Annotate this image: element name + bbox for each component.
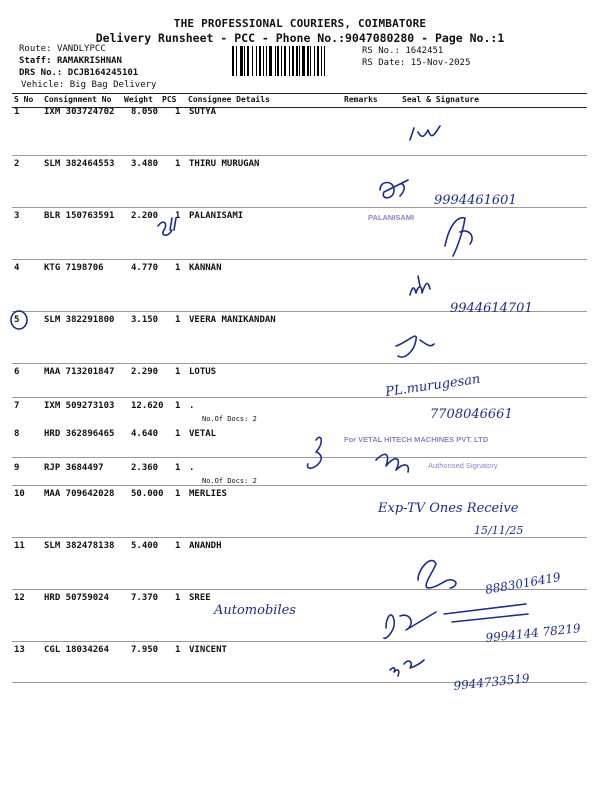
hw-phone-row13: 9944733519 (452, 671, 531, 693)
row-cons: MAA 713201847 (44, 367, 115, 377)
row-cons: SLM 382464553 (44, 159, 115, 169)
page-subtitle: Delivery Runsheet - PCC - Phone No.:9047080280 - Page No.:1 (95, 31, 505, 45)
col-sno: S No (14, 95, 34, 104)
rs-date-label: RS Date: (362, 58, 406, 68)
row-cons: SLM 382478138 (44, 541, 115, 551)
signature-row9 (376, 454, 408, 472)
row-name: LOTUS (189, 367, 217, 377)
row-name: . (189, 463, 195, 473)
hw-note-row12: Automobiles (214, 603, 296, 618)
col-pcs: PCS (162, 95, 177, 104)
vehicle-value: Big Bag Delivery (69, 80, 157, 90)
signature-row2 (380, 180, 408, 198)
stamp-row3: PALANISAMI (368, 213, 415, 222)
hw-phone-row7: 7708046661 (430, 407, 513, 422)
page-title: THE PROFESSIONAL COURIERS, COIMBATORE (173, 17, 427, 30)
row-cons: HRD 362896465 (44, 429, 115, 439)
row-sno: 7 (14, 401, 20, 411)
row-name: THIRU MURUGAN (189, 159, 260, 169)
row-weight: 2.360 (131, 463, 159, 473)
row-cons: IXM 509273103 (44, 401, 115, 411)
signature-row12 (384, 612, 436, 638)
row-weight: 50.000 (131, 489, 164, 499)
col-weight: Weight (124, 95, 153, 104)
col-seal: Seal & Signature (402, 95, 480, 104)
row-cons: SLM 382291800 (44, 315, 115, 325)
row-pcs: 1 (175, 263, 181, 273)
row-sno: 10 (14, 489, 25, 499)
row-sno: 11 (14, 541, 25, 551)
row-weight: 2.200 (131, 211, 159, 221)
drs-label: DRS No.: (19, 68, 63, 78)
row-name: . (189, 401, 195, 411)
row-name: VETAL (189, 429, 217, 439)
route-value: VANDLYPCC (56, 44, 106, 54)
row-pcs: 1 (175, 429, 181, 439)
hw-text-row10: Exp-TV Ones Receive (378, 501, 519, 516)
row-weight: 3.150 (131, 315, 159, 325)
strike-row12 (444, 604, 528, 622)
vehicle-label: Vehicle: (21, 80, 65, 90)
hw-phone-row2: 9994461601 (434, 193, 517, 208)
stamp-company-row8: For VETAL HITECH MACHINES PVT. LTD (344, 435, 489, 444)
signature-row11 (418, 561, 456, 588)
row-name: KANNAN (189, 263, 222, 273)
signature-row8 (307, 437, 321, 468)
hw-phone-row12: 9994144 78219 (484, 621, 582, 645)
row-pcs: 1 (175, 315, 181, 325)
row-cons: KTG 7198706 (44, 263, 104, 273)
col-consignee: Consignee Details (188, 95, 270, 104)
row-weight: 5.400 (131, 541, 159, 551)
row-sno: 5 (14, 315, 20, 325)
row-weight: 7.370 (131, 593, 159, 603)
row-name: PALANISAMI (189, 211, 244, 221)
rs-no-value: 1642451 (405, 46, 444, 56)
row-cons: MAA 709642028 (44, 489, 115, 499)
row-weight: 8.050 (131, 107, 159, 117)
row-pcs: 1 (175, 645, 181, 655)
row-sno: 13 (14, 645, 25, 655)
signature-row4 (410, 276, 430, 295)
row-docs: No.Of Docs: 2 (202, 415, 257, 423)
row-name: VEERA MANIKANDAN (189, 315, 276, 325)
signature-row1 (410, 126, 440, 140)
route-label: Route: (19, 44, 52, 54)
rs-date-value: 15-Nov-2025 (410, 58, 471, 68)
staff-value: RAMAKRISHNAN (56, 56, 122, 66)
row-weight: 4.770 (131, 263, 159, 273)
row-pcs: 1 (175, 593, 181, 603)
row-sno: 4 (14, 263, 20, 273)
row-sno: 9 (14, 463, 20, 473)
rs-no-label: RS No.: (362, 46, 400, 56)
hw-name-row6: PL.murugesan (384, 371, 482, 400)
row-name: MERLIES (189, 489, 227, 499)
row-cons: HRD 50759024 (44, 593, 110, 603)
row-pcs: 1 (175, 489, 181, 499)
hw-date-row10: 15/11/25 (474, 524, 524, 537)
row-pcs: 1 (175, 159, 181, 169)
signature-row13 (390, 660, 424, 676)
row-pcs: 1 (175, 463, 181, 473)
row-pcs: 1 (175, 541, 181, 551)
row-pcs: 1 (175, 367, 181, 377)
row-name: ANANDH (189, 541, 222, 551)
signature-row3 (445, 218, 472, 256)
row-cons: CGL 18034264 (44, 645, 110, 655)
stamp-auth-row8: Authorised Signatory (428, 461, 498, 470)
hw-phone-row4: 9944614701 (450, 301, 533, 316)
row-cons: RJP 3684497 (44, 463, 104, 473)
row-cons: IXM 303724702 (44, 107, 115, 117)
row-pcs: 1 (175, 211, 181, 221)
row-name: SUTYA (189, 107, 217, 117)
row-sno: 2 (14, 159, 20, 169)
col-consignment: Consignment No (44, 95, 112, 104)
row-sno: 8 (14, 429, 20, 439)
row-sno: 6 (14, 367, 20, 377)
row5-circle-mark (11, 311, 27, 329)
row-weight: 4.640 (131, 429, 159, 439)
row-sno: 3 (14, 211, 20, 221)
row-name: VINCENT (189, 645, 227, 655)
row-sno: 1 (14, 107, 20, 117)
row-weight: 2.290 (131, 367, 159, 377)
row-pcs: 1 (175, 107, 181, 117)
drs-value: DCJB164245101 (67, 68, 139, 78)
row-docs: No.Of Docs: 2 (202, 477, 257, 485)
hw-phone-row11: 8883016419 (484, 569, 562, 597)
row-sno: 12 (14, 593, 25, 603)
row-weight: 12.620 (131, 401, 164, 411)
row-pcs: 1 (175, 401, 181, 411)
col-remarks: Remarks (344, 95, 378, 104)
row-weight: 7.950 (131, 645, 159, 655)
pcs-scribble-row3 (158, 218, 176, 235)
staff-label: Staff: (19, 56, 52, 66)
row-name: SREE (189, 593, 211, 603)
signature-row5 (396, 336, 434, 357)
row-weight: 3.480 (131, 159, 159, 169)
row-cons: BLR 150763591 (44, 211, 115, 221)
